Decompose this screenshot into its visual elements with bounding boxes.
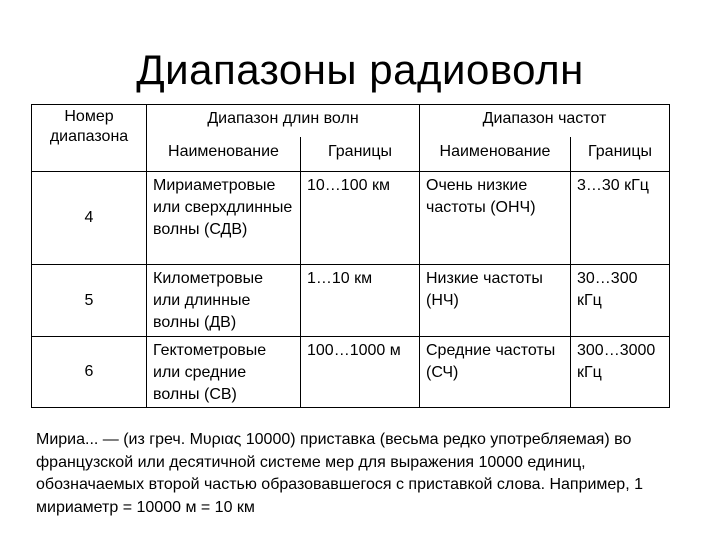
freq-bounds: 3…30 кГц xyxy=(571,172,670,265)
wave-bounds: 1…10 км xyxy=(301,265,420,337)
freq-name: Средние частоты (СЧ) xyxy=(420,337,571,408)
slide-title: Диапазоны радиоволн xyxy=(136,46,584,93)
wave-name: Мириаметровые или сверхдлинные волны (СДВ) xyxy=(147,172,301,265)
wave-bounds: 100…1000 м xyxy=(301,337,420,408)
header-wavelength-range: Диапазон длин волн xyxy=(147,105,420,137)
wave-name: Километровые или длинные волны (ДВ) xyxy=(147,265,301,337)
wave-bounds: 10…100 км xyxy=(301,172,420,265)
freq-bounds: 300…3000 кГц xyxy=(571,337,670,408)
header-freq-bounds: Границы xyxy=(571,137,670,172)
freq-name: Низкие частоты (НЧ) xyxy=(420,265,571,337)
header-wave-name: Наименование xyxy=(147,137,301,172)
band-number: 4 xyxy=(32,172,147,265)
freq-name: Очень низкие частоты (ОНЧ) xyxy=(420,172,571,265)
table-row xyxy=(32,265,670,337)
table-row xyxy=(32,337,670,408)
band-number: 6 xyxy=(32,337,147,408)
footnote-text: Мириа... — (из греч. Μυριας 10000) приставка (весьма редко употребляемая) во французской или десятичной системе мер для выражения 10000 единиц, обозначаемых второй частью образовавшегося с приставкой слова. Например, 1 мириаметр = 10000 м = 10 км xyxy=(36,431,643,516)
header-frequency-range: Диапазон частот xyxy=(420,105,670,137)
header-freq-name: Наименование xyxy=(420,137,571,172)
header-band-number: Номер диапазона xyxy=(32,105,147,172)
band-number: 5 xyxy=(32,265,147,337)
header-wave-bounds: Границы xyxy=(301,137,420,172)
table-row xyxy=(32,172,670,265)
freq-bounds: 30…300 кГц xyxy=(571,265,670,337)
wave-name: Гектометровые или средние волны (СВ) xyxy=(147,337,301,408)
radio-bands-table xyxy=(31,104,670,408)
